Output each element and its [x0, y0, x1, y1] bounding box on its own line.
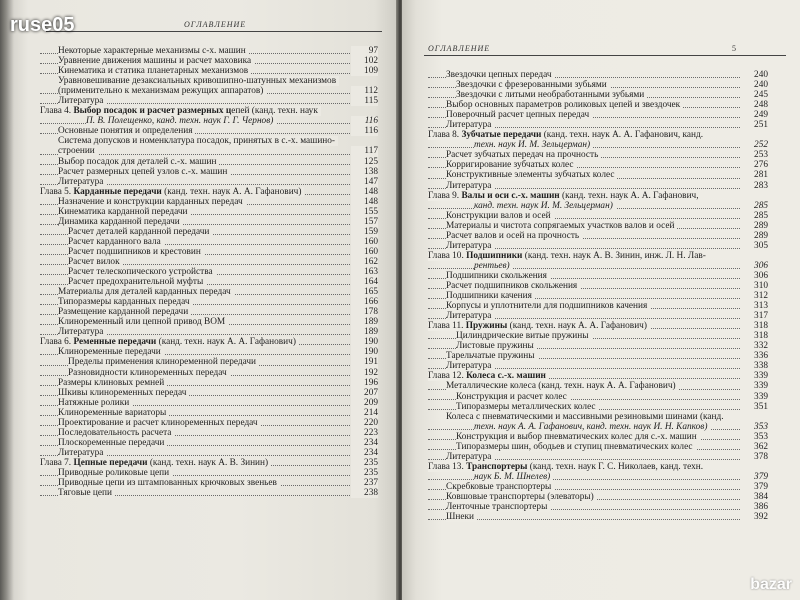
toc-entry-page: 283: [741, 181, 768, 191]
toc-entry-title: Материалы и чистота сопрягаемых участков валов и осей: [446, 221, 677, 231]
toc-entry-page: 147: [351, 177, 378, 187]
toc-entry: [428, 100, 768, 110]
toc-entry-page: 245: [741, 90, 768, 100]
toc-entry: [40, 76, 378, 86]
toc-entry-title: Подшипники скольжения: [446, 271, 550, 281]
toc-entry-page: 362: [741, 442, 768, 452]
toc-entry-title: Литература: [58, 96, 106, 106]
toc-entry-title: строении: [58, 146, 98, 156]
toc-entry-page: 234: [351, 438, 378, 448]
toc-entry-title: Клиноременный или цепной привод ВОМ: [58, 317, 228, 327]
toc-entry: [428, 442, 768, 452]
toc-entry: [40, 408, 378, 418]
toc-entry-title: Звездочки с фрезерованными зубьями: [456, 80, 610, 90]
toc-entry: [40, 378, 378, 388]
toc-entry-page: 207: [351, 388, 378, 398]
toc-entry-page: 276: [741, 160, 768, 170]
toc-entry-title: Металлические колеса (канд. техн. наук А. А. Гафанович): [446, 381, 679, 391]
toc-entry: [40, 277, 378, 287]
toc-entry-page: 339: [741, 381, 768, 391]
toc-entry-title: Литература: [58, 448, 106, 458]
toc-entry-title: П. В. Полещенко, канд. техн. наук Г. Г. Чернов): [86, 116, 276, 126]
toc-entry-title: Ковшовые транспортеры (элеваторы): [446, 492, 597, 502]
toc-entry-page: 214: [351, 408, 378, 418]
toc-entry-title: Звездочки цепных передач: [446, 70, 555, 80]
left-page: [0, 0, 398, 600]
toc-entry-title: Скребковые транспортеры: [446, 482, 554, 492]
toc-entry: [428, 361, 768, 371]
toc-entry-page: 318: [741, 321, 768, 331]
toc-entry-page: 165: [351, 287, 378, 297]
toc-entry-title: Ленточные транспортеры: [446, 502, 550, 512]
toc-entry-page: 384: [741, 492, 768, 502]
toc-entry-title: Литература: [58, 327, 106, 337]
toc-entry-title: Назначение и конструкции карданных передач: [58, 197, 246, 207]
toc-entry-title: Листовые пружины: [456, 341, 537, 351]
toc-entry: [40, 347, 378, 357]
toc-entry: [428, 251, 768, 261]
toc-entry-page: 160: [351, 247, 378, 257]
toc-entry: [428, 181, 768, 191]
toc-entry-page: 155: [351, 207, 378, 217]
toc-entry: [40, 46, 378, 56]
toc-entry-page: 97: [351, 46, 378, 56]
toc-entry-title: Уравновешивание дезаксиальных кривошипно-шатунных механизмов: [58, 76, 339, 86]
toc-entry-page: 223: [351, 428, 378, 438]
left-page-header: ОГЛАВЛЕНИЕ: [184, 20, 247, 29]
toc-entry: [428, 90, 768, 100]
toc-entry-page: 353: [741, 422, 768, 432]
toc-entry-title: Литература: [446, 361, 494, 371]
toc-entry-title: Глава 13. Транспортеры (канд. техн. наук Г. С. Николаев, канд. техн.: [428, 462, 706, 472]
toc-entry-title: Расчет предохранительной муфты: [68, 277, 206, 287]
toc-entry-title: Уравнение движения машины и расчет маховика: [58, 56, 254, 66]
toc-entry: [40, 317, 378, 327]
toc-entry-title: Расчет валов и осей на прочность: [446, 231, 582, 241]
toc-entry-page: 189: [351, 317, 378, 327]
toc-entry-title: Конструкция и расчет колес: [456, 392, 570, 402]
toc-entry: [428, 402, 768, 412]
toc-entry-page: 338: [741, 361, 768, 371]
toc-entry: [428, 351, 768, 361]
toc-entry: [428, 221, 768, 231]
toc-entry-page: 159: [351, 227, 378, 237]
toc-entry-title: канд. техн. наук И. М. Зельцерман): [474, 201, 616, 211]
toc-entry-title: Литература: [58, 177, 106, 187]
toc-entry: [428, 241, 768, 251]
toc-entry-page: 209: [351, 398, 378, 408]
toc-entry: [428, 422, 768, 432]
toc-entry-page: 235: [351, 458, 378, 468]
toc-entry-page: 235: [351, 468, 378, 478]
toc-entry-page: 289: [741, 221, 768, 231]
toc-entry-title: Подшипники качения: [446, 291, 535, 301]
toc-entry: [40, 116, 378, 126]
toc-entry-title: Колеса с пневматическими и массивными резиновыми шинами (канд.: [446, 412, 727, 422]
toc-entry-title: Типоразмеры карданных передач: [58, 297, 193, 307]
toc-entry: [428, 432, 768, 442]
toc-entry: [40, 398, 378, 408]
toc-entry-title: Конструкция и выбор пневматических колес для с.-х. машин: [456, 432, 700, 442]
toc-entry-page: 192: [351, 368, 378, 378]
toc-entry-page: 117: [351, 146, 378, 156]
toc-entry: [40, 177, 378, 187]
toc-entry-title: Разновидности клиноременных передач: [68, 368, 230, 378]
toc-entry: [428, 381, 768, 391]
toc-entry-page: 248: [741, 100, 768, 110]
toc-entry-title: Цилиндрические витые пружины: [456, 331, 592, 341]
toc-entry: [40, 307, 378, 317]
toc-entry-title: Материалы для деталей карданных передач: [58, 287, 234, 297]
toc-entry: [40, 428, 378, 438]
right-page-header: ОГЛАВЛЕНИЕ: [428, 44, 491, 53]
toc-entry: [40, 438, 378, 448]
toc-entry-title: Глава 12. Колеса с.-х. машин: [428, 371, 549, 381]
toc-entry: [428, 452, 768, 462]
toc-entry-page: 164: [351, 277, 378, 287]
toc-entry-title: Некоторые характерные механизмы с-х. машин: [58, 46, 249, 56]
left-header-rule: [46, 31, 382, 32]
toc-entry-title: Размещение карданной передачи: [58, 307, 191, 317]
toc-entry-page: 253: [741, 150, 768, 160]
toc-entry: [428, 70, 768, 80]
toc-entry-title: Основные понятия и определения: [58, 126, 195, 136]
toc-entry: [428, 331, 768, 341]
toc-entry-title: Расчет вилок: [68, 257, 123, 267]
toc-entry: [428, 492, 768, 502]
toc-entry-title: Шнеки: [446, 512, 477, 522]
toc-entry: [428, 80, 768, 90]
toc-entry: [428, 170, 768, 180]
toc-entry: [428, 160, 768, 170]
toc-entry: [428, 472, 768, 482]
toc-entry-title: Глава 4. Выбор посадок и расчет размерных цепей (канд. техн. наук: [40, 106, 321, 116]
toc-entry: [40, 488, 378, 498]
toc-entry-title: Корпусы и уплотнители для подшипников качения: [446, 301, 650, 311]
toc-entry: [428, 191, 768, 201]
toc-entry-title: Расчет зубчатых передач на прочность: [446, 150, 601, 160]
toc-entry-page: 160: [351, 237, 378, 247]
toc-entry-title: Конструкции валов и осей: [446, 211, 554, 221]
toc-entry-title: Глава 11. Пружины (канд. техн. наук А. А. Гафанович): [428, 321, 650, 331]
toc-entry-title: Корригирование зубчатых колес: [446, 160, 576, 170]
toc-entry: [40, 458, 378, 468]
toc-entry: [40, 478, 378, 488]
toc-entry-page: 234: [351, 448, 378, 458]
toc-entry: [428, 512, 768, 522]
toc-entry: [40, 337, 378, 347]
toc-entry-page: 157: [351, 217, 378, 227]
toc-entry: [40, 468, 378, 478]
toc-entry: [40, 96, 378, 106]
toc-entry-page: 112: [351, 86, 378, 96]
toc-entry: [428, 301, 768, 311]
toc-entry-title: Размеры клиновых ремней: [58, 378, 167, 388]
toc-entry-title: Глава 9. Валы и оси с.-х. машин (канд. техн. наук А. А. Гафанович,: [428, 191, 702, 201]
toc-entry-page: 305: [741, 241, 768, 251]
toc-entry: [40, 217, 378, 227]
toc-entry-title: Выбор посадок для деталей с.-х. машин: [58, 157, 219, 167]
toc-entry-title: Типоразмеры шин, ободьев и ступиц пневматических колес: [456, 442, 696, 452]
toc-entry-title: Типоразмеры металлических колес: [456, 402, 599, 412]
toc-entry-title: Конструктивные элементы зубчатых колес: [446, 170, 617, 180]
toc-entry-page: 190: [351, 347, 378, 357]
toc-entry-page: 125: [351, 157, 378, 167]
toc-entry-title: Глава 7. Цепные передачи (канд. техн. наук А. В. Зинин): [40, 458, 271, 468]
toc-entry-title: Глава 8. Зубчатые передачи (канд. техн. наук А. А. Гафанович, канд.: [428, 130, 706, 140]
toc-entry-title: Тарельчатые пружины: [446, 351, 538, 361]
toc-entry: [40, 146, 378, 156]
toc-entry-title: Звездочки с литыми необработанными зубьями: [456, 90, 647, 100]
toc-entry-page: 318: [741, 331, 768, 341]
toc-entry-page: 317: [741, 311, 768, 321]
toc-entry-page: 163: [351, 267, 378, 277]
toc-entry-page: 115: [351, 96, 378, 106]
toc-entry: [40, 167, 378, 177]
toc-entry-page: 237: [351, 478, 378, 488]
right-toc: [428, 70, 768, 522]
toc-entry-page: 339: [741, 371, 768, 381]
toc-entry: [40, 388, 378, 398]
toc-entry-page: 148: [351, 197, 378, 207]
toc-entry: [40, 287, 378, 297]
toc-entry-title: техн. наук И. М. Зельцерман): [474, 140, 593, 150]
toc-entry-title: Литература: [446, 452, 494, 462]
toc-entry-title: Расчет телескопического устройства: [68, 267, 216, 277]
toc-entry-title: Выбор основных параметров роликовых цепей и звездочек: [446, 100, 683, 110]
toc-entry: [428, 341, 768, 351]
toc-entry-title: Проектирование и расчет клиноременных передач: [58, 418, 261, 428]
toc-entry-title: наук Б. М. Шнелев): [474, 472, 553, 482]
toc-entry-title: Кинематика карданной передачи: [58, 207, 191, 217]
toc-entry-title: Кинематика и статика планетарных механизмов: [58, 66, 251, 76]
toc-entry-page: 252: [741, 140, 768, 150]
toc-entry: [40, 197, 378, 207]
toc-entry: [428, 271, 768, 281]
toc-entry-page: 190: [351, 337, 378, 347]
toc-entry: [40, 327, 378, 337]
toc-entry: [428, 392, 768, 402]
toc-entry: [428, 482, 768, 492]
toc-entry-page: 386: [741, 502, 768, 512]
toc-entry: [428, 371, 768, 381]
toc-entry-title: Плоскоременные передачи: [58, 438, 167, 448]
toc-entry-title: Глава 10. Подшипники (канд. техн. наук А. В. Зинин, инж. Л. Н. Лав-: [428, 251, 709, 261]
toc-entry-title: Клиноременные передачи: [58, 347, 164, 357]
watermark-logo: ruse05: [10, 14, 75, 36]
toc-entry-page: 378: [741, 452, 768, 462]
toc-entry: [40, 86, 378, 96]
right-header-rule: [424, 55, 786, 56]
toc-entry: [40, 267, 378, 277]
toc-entry: [40, 56, 378, 66]
toc-entry-page: 138: [351, 167, 378, 177]
toc-entry: [428, 462, 768, 472]
toc-entry-page: 162: [351, 257, 378, 267]
toc-entry: [428, 231, 768, 241]
watermark-corner: bazar: [750, 576, 792, 593]
toc-entry-page: 285: [741, 201, 768, 211]
toc-entry-page: 249: [741, 110, 768, 120]
toc-entry: [40, 106, 378, 116]
toc-entry-page: 313: [741, 301, 768, 311]
toc-entry-page: 351: [741, 402, 768, 412]
toc-entry-title: Последовательность расчета: [58, 428, 174, 438]
toc-entry: [428, 281, 768, 291]
toc-entry-page: 166: [351, 297, 378, 307]
toc-entry: [428, 150, 768, 160]
toc-entry: [40, 237, 378, 247]
toc-entry: [40, 187, 378, 197]
toc-entry-page: 240: [741, 70, 768, 80]
toc-entry: [428, 412, 768, 422]
toc-entry-title: Система допусков и номенклатура посадок, принятых в с.-х. машино-: [58, 136, 338, 146]
toc-entry-title: техн. наук А. А. Гафанович, канд. техн. наук И. Н. Капков): [474, 422, 710, 432]
toc-entry-title: Глава 5. Карданные передачи (канд. техн. наук А. А. Гафанович): [40, 187, 304, 197]
toc-entry-title: Пределы применения клиноременной передачи: [68, 357, 259, 367]
right-page: [402, 0, 800, 600]
toc-entry-page: 336: [741, 351, 768, 361]
toc-entry-page: 281: [741, 170, 768, 180]
toc-entry-title: Литература: [446, 120, 494, 130]
toc-entry-title: Литература: [446, 181, 494, 191]
toc-entry-page: 312: [741, 291, 768, 301]
toc-entry-page: 116: [351, 116, 378, 126]
toc-entry: [428, 261, 768, 271]
toc-entry: [40, 297, 378, 307]
toc-entry-page: 353: [741, 432, 768, 442]
toc-entry: [40, 257, 378, 267]
toc-entry: [40, 66, 378, 76]
toc-entry: [40, 448, 378, 458]
toc-entry-page: 109: [351, 66, 378, 76]
toc-entry-page: 310: [741, 281, 768, 291]
toc-entry-title: рентьев): [474, 261, 513, 271]
toc-entry: [428, 140, 768, 150]
toc-entry-page: 285: [741, 211, 768, 221]
toc-entry-title: Глава 6. Ременные передачи (канд. техн. наук А. А. Гафанович): [40, 337, 299, 347]
toc-entry-page: 220: [351, 418, 378, 428]
toc-entry: [428, 110, 768, 120]
toc-entry-page: 379: [741, 472, 768, 482]
toc-entry-page: 196: [351, 378, 378, 388]
toc-entry-title: Динамика карданной передачи: [58, 217, 183, 227]
toc-entry: [40, 357, 378, 367]
toc-entry: [428, 201, 768, 211]
toc-entry-title: Расчет подшипников скольжения: [446, 281, 580, 291]
toc-entry: [428, 502, 768, 512]
toc-entry-title: Расчет карданного вала: [68, 237, 164, 247]
toc-entry-title: Литература: [446, 241, 494, 251]
toc-entry: [40, 136, 378, 146]
toc-entry-title: Натяжные ролики: [58, 398, 132, 408]
toc-entry-title: Расчет подшипников и крестовин: [68, 247, 204, 257]
toc-entry-title: (применительно к механизмам режущих аппаратов): [58, 86, 266, 96]
toc-entry-page: 189: [351, 327, 378, 337]
toc-entry-page: 240: [741, 80, 768, 90]
toc-entry-title: Поверочный расчет цепных передач: [446, 110, 592, 120]
right-page-number: 5: [732, 44, 736, 53]
toc-entry-page: 191: [351, 357, 378, 367]
toc-entry-page: 116: [351, 126, 378, 136]
toc-entry-title: Расчет деталей карданной передачи: [68, 227, 212, 237]
toc-entry-title: Расчет размерных цепей узлов с.-х. машин: [58, 167, 230, 177]
toc-entry: [428, 120, 768, 130]
toc-entry: [40, 227, 378, 237]
toc-entry-page: 148: [351, 187, 378, 197]
toc-entry-title: Приводные цепи из штампованных крючковых звеньев: [58, 478, 280, 488]
toc-entry: [40, 126, 378, 136]
toc-entry: [40, 247, 378, 257]
toc-entry-title: Приводные роликовые цепи: [58, 468, 172, 478]
toc-entry-page: 289: [741, 231, 768, 241]
toc-entry-page: 392: [741, 512, 768, 522]
toc-entry-page: 306: [741, 271, 768, 281]
toc-entry: [40, 368, 378, 378]
toc-entry-title: Шкивы клиноременных передач: [58, 388, 189, 398]
toc-entry: [40, 157, 378, 167]
toc-entry-page: 178: [351, 307, 378, 317]
toc-entry-page: 306: [741, 261, 768, 271]
toc-entry-page: 238: [351, 488, 378, 498]
toc-entry: [40, 207, 378, 217]
toc-entry-page: 339: [741, 392, 768, 402]
toc-entry-title: Литература: [446, 311, 494, 321]
toc-entry-page: 251: [741, 120, 768, 130]
toc-entry: [428, 211, 768, 221]
toc-entry: [428, 291, 768, 301]
toc-entry-title: Клиноременные вариаторы: [58, 408, 169, 418]
toc-entry: [428, 311, 768, 321]
left-toc: [40, 46, 378, 498]
toc-entry: [428, 130, 768, 140]
toc-entry-page: 102: [351, 56, 378, 66]
toc-entry: [40, 418, 378, 428]
toc-entry-page: 332: [741, 341, 768, 351]
toc-entry-page: 379: [741, 482, 768, 492]
toc-entry-title: Тяговые цепи: [58, 488, 115, 498]
toc-entry: [428, 321, 768, 331]
